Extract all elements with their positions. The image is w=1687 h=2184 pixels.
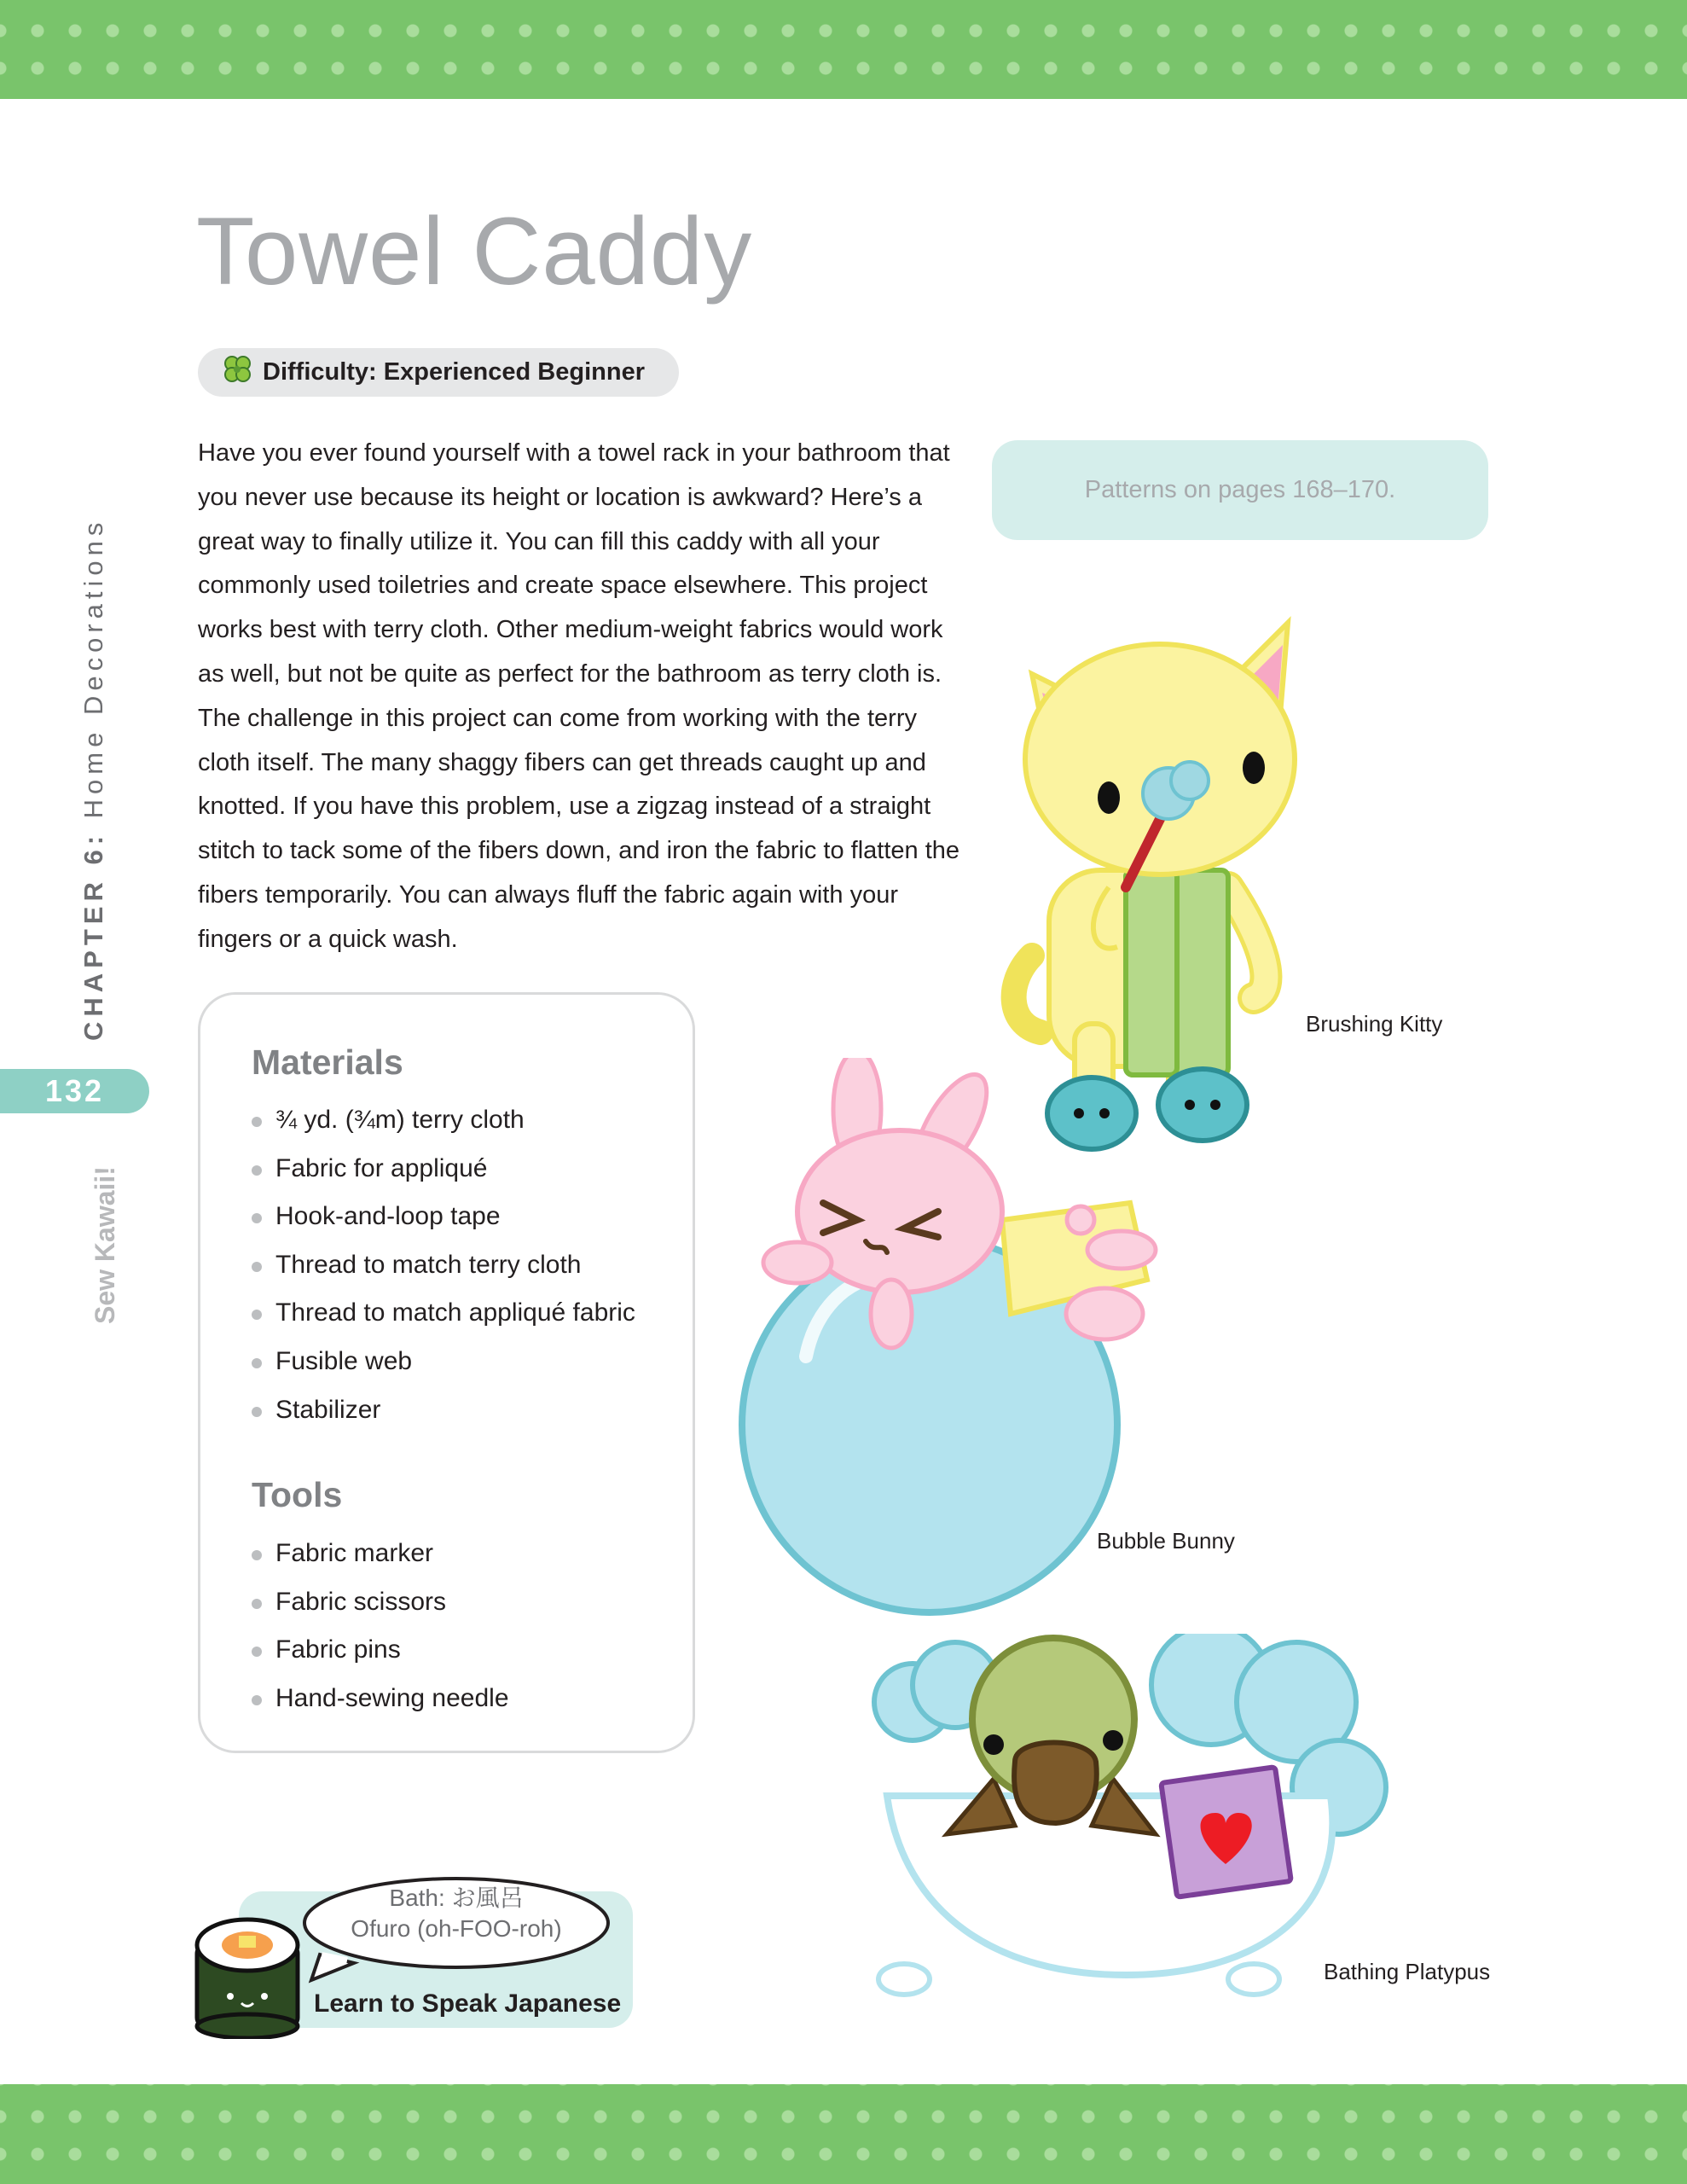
list-item: Fusible web bbox=[252, 1338, 635, 1386]
chapter-prefix: CHAPTER 6: bbox=[78, 830, 108, 1041]
sushi-roll-icon bbox=[192, 1915, 303, 2039]
bunny-caption: Bubble Bunny bbox=[1097, 1528, 1235, 1554]
page-title: Towel Caddy bbox=[196, 198, 753, 305]
list-item: Fabric marker bbox=[252, 1530, 509, 1578]
clover-icon bbox=[220, 352, 254, 393]
list-item: ¾ yd. (¾m) terry cloth bbox=[252, 1096, 635, 1145]
materials-tools-box bbox=[198, 992, 695, 1753]
difficulty-label: Difficulty: Experienced Beginner bbox=[263, 358, 645, 386]
list-item: Fabric for appliqué bbox=[252, 1145, 635, 1194]
learn-japanese-label: Learn to Speak Japanese bbox=[314, 1989, 622, 2018]
list-item: Fabric pins bbox=[252, 1626, 509, 1675]
book-title: Sew Kawaii! bbox=[90, 1166, 120, 1324]
chapter-label bbox=[78, 518, 109, 1041]
page-number-tab bbox=[0, 1069, 149, 1113]
list-item: Hook-and-loop tape bbox=[252, 1193, 635, 1241]
chapter-name: Home Decorations bbox=[78, 517, 108, 819]
tools-list bbox=[252, 1530, 509, 1722]
speech-bubble-text bbox=[307, 1883, 606, 1944]
list-item: Stabilizer bbox=[252, 1386, 635, 1435]
kitty-caption: Brushing Kitty bbox=[1306, 1011, 1443, 1037]
bottom-polka-dot-band bbox=[0, 2084, 1687, 2184]
materials-list bbox=[252, 1096, 635, 1434]
list-item: Thread to match terry cloth bbox=[252, 1241, 635, 1290]
list-item: Fabric scissors bbox=[252, 1578, 509, 1627]
intro-paragraph: Have you ever found yourself with a towel rack in your bathroom that you never use because its height or location is awkward? Here’s a great way to finally utilize it. You can fill this caddy with all your commonly used toiletries and create space elsewhere. This project works best with terry cloth. Other medium-weight fabrics would work as well, but not be quite as perfect for the bathroom as terry cloth is. The challenge in this project can come from working with the terry cloth itself. The many shaggy fibers can get threads caught up and knotted. If you have this problem, use a zigzag instead of a straight stitch to tack some of the fibers down, and iron the fabric to flatten the fibers temporarily. You can always fluff the fabric again with your fingers or a quick wash. bbox=[198, 439, 960, 953]
patterns-note bbox=[992, 440, 1488, 540]
page-number: 132 bbox=[44, 1073, 105, 1108]
list-item: Thread to match appliqué fabric bbox=[252, 1289, 635, 1338]
materials-heading: Materials bbox=[252, 1043, 403, 1082]
platypus-caption: Bathing Platypus bbox=[1324, 1959, 1491, 1984]
japanese-word: Bath: お風呂 bbox=[389, 1885, 524, 1911]
difficulty-badge bbox=[198, 348, 679, 397]
list-item: Hand-sewing needle bbox=[252, 1675, 509, 1723]
tools-heading: Tools bbox=[252, 1475, 343, 1514]
patterns-note-text: Patterns on pages 168–170. bbox=[1084, 476, 1396, 503]
japanese-reading: Ofuro (oh-FOO-roh) bbox=[351, 1915, 562, 1942]
top-polka-dot-band bbox=[0, 0, 1687, 99]
